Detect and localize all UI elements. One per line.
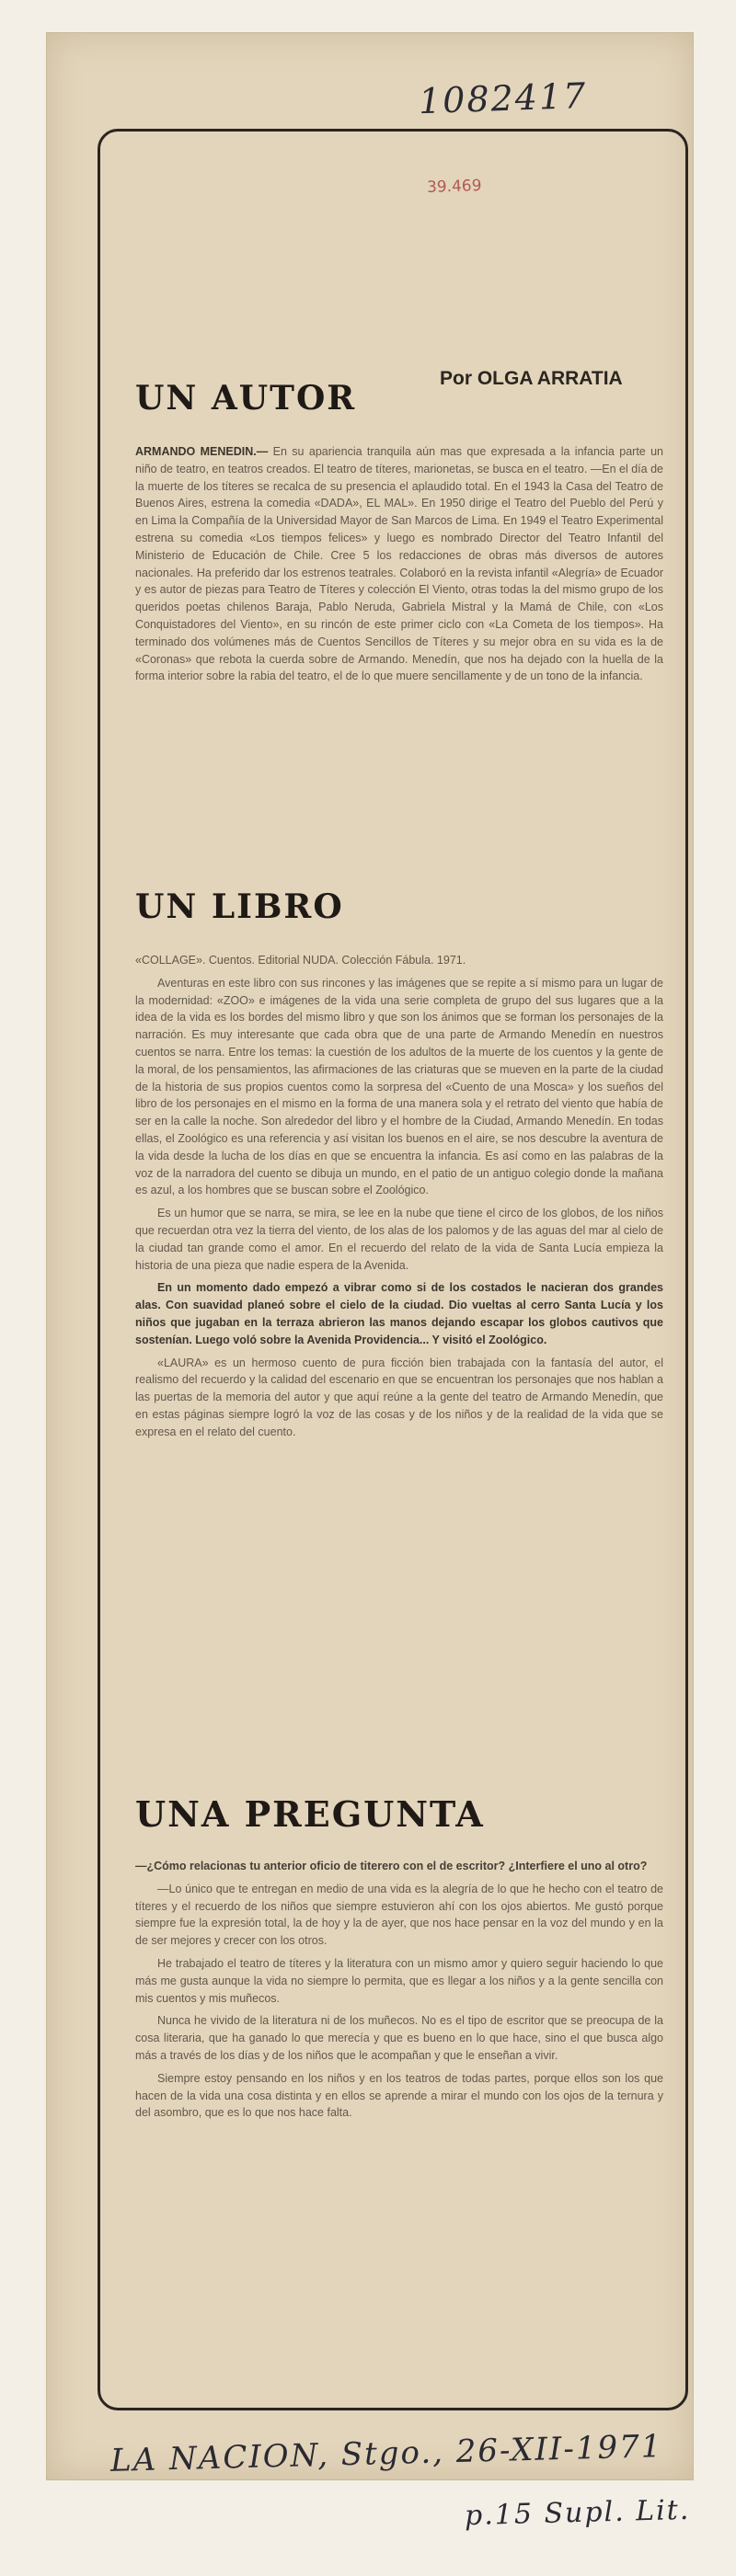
interview-question: —¿Cómo relacionas tu anterior oficio de titerero con el de escritor? ¿Interfiere el uno al otro? [135,1860,648,1872]
pregunta-body [135,1858,663,2127]
section-title-pregunta: UNA PREGUNTA [135,1793,485,1835]
libro-paragraph-3: «LAURA» es un hermoso cuento de pura ficción bien trabajada con la fantasía del autor, el realismo del recuerdo y la calidad del escenario en que se encuentran los personajes que nos hablan a las puertas de la memoria del autor y que aquí reúne a la gente del teatro de Armando Menedín, que en estas páginas siempre logró la voz de las cosas y de los niños y de la realidad de la vida que se expresa en el relato del cuento. [135,1356,663,1438]
pregunta-paragraph-3: Nunca he vivido de la literatura ni de los muñecos. No es el tipo de escritor que se preocupa de la cosa literaria, que ha ganado lo que merecía y que es bueno en lo que hace, sino el que busca algo más a través de los días y de los niños que le acompañan y que le enseñan a vivir. [135,2014,663,2062]
section-title-libro: UN LIBRO [135,887,344,926]
handwritten-catalog-number: 1082417 [418,74,588,122]
section-title-autor: UN AUTOR [135,379,357,418]
autor-text: En su apariencia tranquila aún mas que expresada a la infancia parte un niño de teatro, en teatros creados. El teatro de títeres, marionetas, se busca en el teatro. —En el día de la muerte de los títeres se recalca de su presencia el aplaudido total. En el 1943 la Casa del Teatro de Buenos Aires, estrena la comedia «DADA», EL MAL». En 1950 dirige el Teatro del Pueblo del Perú y en Lima la Compañía de la Universidad Mayor de San Marcos de Lima. En 1949 el Teatro Experimental estrena su comedia «Los tiempos felices» y luego es nombrado Director del Teatro Infantil del Ministerio de Educación de Chile. Cree 5 los redacciones de obras más diversos de autores nacionales. Ha preferido dar los estrenos teatrales. Colaboró en la revista infantil «Alegría» de Ecuador y es autor de piezas para Teatro de Títeres y colección El Viento, otras todas la del mismo grupo de los queridos poetas chilenos Baraja, Pablo Neruda, Gabriela Mistral y la Mamá de Chile, con «Los Conquistadores del Viento», en su rincón de este primer ciclo con «La Cometa de los tiempos». Ha terminado dos volúmenes más de Cuentos Sencillos de Títeres y su mejor obra en su vida es la de «Coronas» que rebota la cuerda sobre de Armando. Menedín, que nos ha dejado con la huella de la forma interior sobre la rabia del teatro, el de lo que muere sencillamente y de un tono de la infancia. [135,445,664,683]
autor-lead: ARMANDO MENEDIN.— [135,445,269,458]
libro-body [135,952,663,1447]
libro-reference: «COLLAGE». Cuentos. Editorial NUDA. Colección Fábula. 1971. [135,954,466,967]
libro-quote: En un momento dado empezó a vibrar como si de los costados le nacieran dos grandes alas. Con suavidad planeó sobre el cielo de la ciudad. Dio vueltas al cerro Santa Lucía y los niños que jugaban en la terraza abrieron las manos dejando escapar los globos cautivos que sostenían. Luego voló sobre la Avenida Providencia... Y visitó el Zoológico. [135,1281,663,1346]
pregunta-paragraph-4: Siempre estoy pensando en los niños y en los teatros de todas partes, porque ellos son los que hacen de la vida una cosa distinta y en ellos se aprende a mirar el mundo con los ojos de la ternura y del asombro, que es lo que nos hace falta. [135,2071,663,2120]
handwritten-page-note: p.15 Supl. Lit. [464,2493,691,2533]
autor-body [135,443,663,691]
libro-paragraph-1: Aventuras en este libro con sus rincones y las imágenes que se repite a sí mismo para un lugar de la modernidad: «ZOO» e imágenes de la vida una serie completa de grupo del sus lugares que a la idea de la vida es los bordes del mismo libro y que son los ánimos que se forman los personajes de la narración. Es muy interesante que cada obra que de una parte de Armando Menedín en nuestros cuentos se narra. Entre los temas: la cuestión de los adultos de la muerte de los cuentos y la gente de la moral, de los pensamientos, las afirmaciones de las criaturas que se mueven en la parte de la ciudad de la historia de sus propios cuentos como la sorpresa del «Cuento de una Mosca» y los sueños del libro de los personajes en el mismo en la forma de una manera sola y el retrato del viento que había de ser en la calle la noche. Son alrededor del libro y el hombre de la Ciudad, Armando Menedín. En todas ellas, el Zoológico es una referencia y así visitan los buenos en el aire, se nos descubre la aventura de la vida desde la lucha de los días en que se encuentra la infancia. Es así como en las palabras de la voz de la narradora del cuento se dibuja un mundo, en el patio de un antiguo colegio donde la mañana es azul, a los hombres que se buscan sobre el Zoológico. [135,976,663,1197]
pregunta-paragraph-2: He trabajado el teatro de títeres y la literatura con un mismo amor y quiero seguir haciendo lo que más me gusta aunque la vida no siempre lo permita, que es llegar a los niños y a la gente sencilla con mis cuentos y mis muñecos. [135,1956,663,2005]
pregunta-paragraph-1: —Lo único que te entregan en medio de una vida es la alegría de lo que he hecho con el teatro de títeres y el recuerdo de los niños que siempre estuvieron ahí con los ojos abiertos. Me gustó porque siempre fue la expresión total, la de hoy y la de ayer, que nos hace pensar en la voz del mundo y en la de ser mejores y crecer con los otros. [135,1882,663,1948]
libro-paragraph-2: Es un humor que se narra, se mira, se lee en la nube que tiene el circo de los globos, de los niños que recuerdan otra vez la tierra del viento, de los alas de los palomos y de las aguas del mar al cielo de la ciudad tan grande como el amor. En el recuerdo del relato de la vida de Santa Lucía empieza la historia de una pieza que nadie espera de la Avenida. [135,1207,663,1272]
byline: Por OLGA ARRATIA [440,368,623,389]
handwritten-source-note: LA NACION, Stgo., 26-XII-1971 [109,2428,663,2479]
archive-stamp-number: 39.469 [426,176,482,198]
